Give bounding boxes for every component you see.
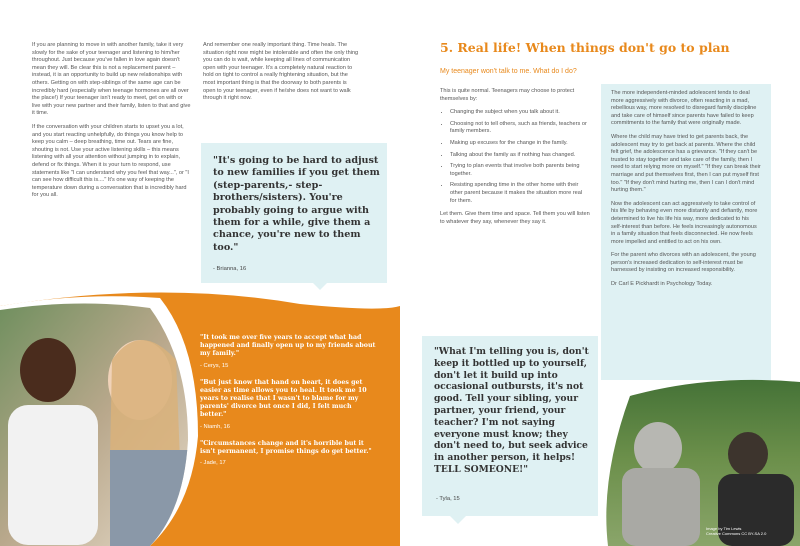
paragraph: If you are planning to move in with another family, take it very slowly for the sake of your teenager and listening to him/her throughout. Just because you've fallen in love again doesn't mean they will. Be clear this is not a replacement parent – instead, it is an opportunity to build up new relationships with others. Getting on with step-siblings of the same age can be incredibly hard (especially when teenage hormones are all over the place!) If your teenager isn't ready to meet, get on with or live with your new partner and their family, listen to that and give it time. <box>32 42 191 117</box>
paragraph: And remember one really important thing. Time heals. The situation right now might be intolerable and often the only thing you can do is wait, while keeping all lines of communication open with your teenager. It's a completely natural reaction to hold on tight to control a really frightening situation, but the most important thing is that the doorway to both parents is open to your teenager, even if he/she does not want to walk through it right now. <box>203 42 359 102</box>
list-item: • Making up excuses for the change in the family. <box>450 140 590 148</box>
niamh-attribution: - Niamh, 16 <box>200 423 230 430</box>
list-item: • Trying to plan events that involve both parents being together. <box>450 163 590 178</box>
left-col1 <box>32 42 192 206</box>
tyla-quote-text: "What I'm telling you is, don't keep it bottled up to yourself, don't let it build up into occasional outbursts, it's not good. Tell your sibling, your partner, your friend, your teacher? I'm not saying everyone must know; they don't need to, but seek advice in another person, it helps! TELL SOMEONE!" <box>434 346 589 475</box>
jade-quote: "Circumstances change and it's horrible but it isn't permanent, I promise things do get better." <box>200 439 372 455</box>
paragraph: Where the child may have tried to get parents back, the adolescent may try to get back at parents. Where the child felt grief, the adolescence has a grievance. "If they can't be trusted to stay together and take care of the family, then I need to start relying more on myself." "If they can break their marriage and put themselves first, then I can put myself first too." "If they don't mind hurting me, then I can I don't mind hurting them." <box>611 133 761 194</box>
paragraph: If the conversation with your children starts to upset you a lot, and you start reacting unhelpfully, do things you know help to keep you calm – deep breathing, time out. Tears are fine, shouting is not. Use your active listening skills – this means listening with all your attention without jumping in to explain, defend or fix things. When it is your turn to respond, use statements like "I can understand why you feel that way...", or "I can see how difficult this is...." It's one way of keeping the temperature down during a conversation that is incredibly hard for you all. <box>32 123 189 199</box>
sidebar-text <box>611 90 761 295</box>
bubble-tail <box>450 516 466 526</box>
intro-text: This is quite normal. Teenagers may choose to protect themselves by: <box>440 88 575 102</box>
paragraph: The more independent-minded adolescent tends to deal more aggressively with divorce, often reacting in a mad, rebellious way, more resolved to disregard family discipline and take care of himself since parents have failed to keep commitments to the family that were originally made. <box>611 90 757 127</box>
photo-credit <box>706 526 766 536</box>
protect-list <box>440 109 590 205</box>
section-heading: 5. Real life! When things don't go to plan <box>440 40 730 55</box>
left-col2 <box>203 42 360 109</box>
photo-credit-line1: Image by Tim Lewis <box>706 526 742 531</box>
cerys-attribution: - Cerys, 15 <box>200 362 229 369</box>
photo-credit-line2: Creative Commons CC BY-SA 2.0 <box>706 531 767 536</box>
paragraph: Now the adolescent can act aggressively to take control of his life by behaving even more distantly and defiantly, more determined to live his life his way, more dedicated to his self-interest than before. He feels increasingly autonomous in a family situation that feels disconnected. He now feels more impelled and entitled to act on his own. <box>611 200 758 245</box>
list-item: • Choosing not to tell others, such as friends, teachers or family members. <box>450 121 590 136</box>
cerys-quote: "It took me over five years to accept what had happened and finally open up to my friends about my family." <box>200 334 376 358</box>
sidebar-source: Dr Carl E Pickhardt in Psychology Today. <box>611 281 713 288</box>
boys-photo <box>600 368 800 546</box>
after-bullets-text: Let them. Give them time and space. Tell them you will listen to whatever they say, whenever they say it. <box>440 211 590 225</box>
brianna-quote-text: "It's going to be hard to adjust to new families if you get them (step-parents,- step-brothers/sisters). You're probably going to argue with them for a while, give them a chance, you're new to them too." <box>213 155 380 253</box>
section-subheading: My teenager won't talk to me. What do I do? <box>440 68 577 75</box>
brianna-attribution: - Brianna, 16 <box>213 266 247 272</box>
teenagers-photo <box>0 300 196 546</box>
list-item: • Talking about the family as if nothing has changed. <box>450 152 590 160</box>
niamh-quote: "But just know that hand on heart, it does get easier as time allows you to heal. It took me 10 years to realise that I wasn't to blame for my parents' divorce but once I did, I felt much better." <box>200 378 367 419</box>
list-item: • Changing the subject when you talk about it. <box>450 109 590 117</box>
list-item: • Resisting spending time in the other home with their other parent because it makes the situation more real for them. <box>450 182 590 205</box>
paragraph: For the parent who divorces with an adolescent, the young person's increased dedication to self-interest must be harnessed by insisting on increased responsibility. <box>611 252 756 274</box>
orange-quotes <box>200 334 380 476</box>
expert-sidebar <box>601 84 771 380</box>
brianna-quote-bubble <box>201 143 387 283</box>
tyla-quote-bubble <box>422 336 598 516</box>
jade-attribution: - Jade, 17 <box>200 460 226 467</box>
tyla-attribution: - Tyla, 15 <box>436 496 460 502</box>
right-main-column <box>440 88 590 232</box>
